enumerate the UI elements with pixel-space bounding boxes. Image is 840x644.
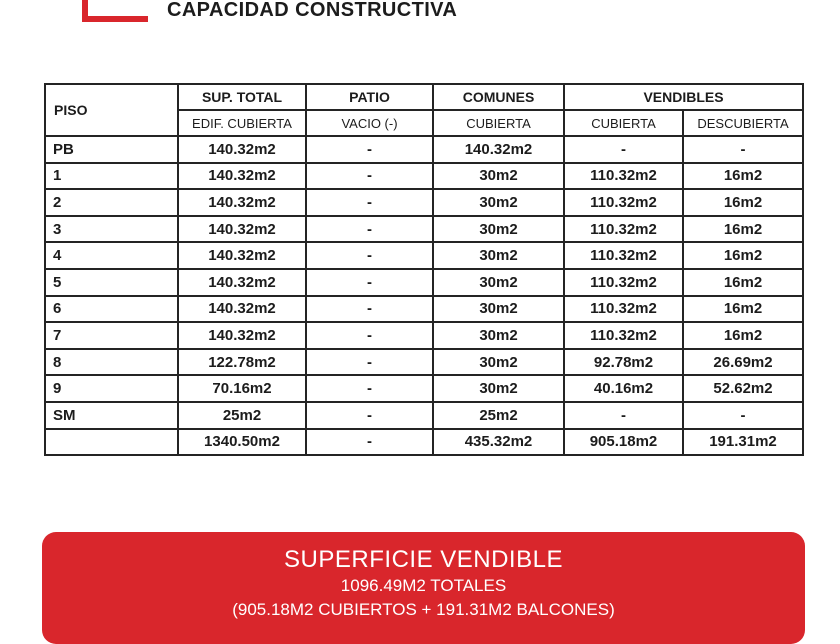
table-row xyxy=(45,269,803,296)
value-cell: 140.32m2 xyxy=(178,136,306,163)
summary-banner xyxy=(42,532,805,644)
value-cell: - xyxy=(306,242,433,269)
value-cell: - xyxy=(564,402,683,429)
col-header-patio: PATIO xyxy=(306,84,433,110)
table-row xyxy=(45,402,803,429)
value-cell: 70.16m2 xyxy=(178,375,306,402)
table-total-row xyxy=(45,429,803,456)
table-row xyxy=(45,296,803,323)
col-header-sup-total: SUP. TOTAL xyxy=(178,84,306,110)
piso-cell xyxy=(45,429,178,456)
value-cell: 140.32m2 xyxy=(178,322,306,349)
value-cell: 16m2 xyxy=(683,269,803,296)
value-cell: 110.32m2 xyxy=(564,189,683,216)
value-cell: - xyxy=(306,402,433,429)
value-cell: - xyxy=(306,189,433,216)
value-cell: - xyxy=(306,136,433,163)
banner-title: SUPERFICIE VENDIBLE xyxy=(284,546,563,573)
value-cell: 110.32m2 xyxy=(564,216,683,243)
piso-cell: 2 xyxy=(45,189,178,216)
subcol-header-vendibles-descubierta: DESCUBIERTA xyxy=(683,110,803,136)
value-cell: 140.32m2 xyxy=(178,242,306,269)
value-cell: 30m2 xyxy=(433,216,564,243)
value-cell: 16m2 xyxy=(683,242,803,269)
piso-cell: PB xyxy=(45,136,178,163)
table-row xyxy=(45,216,803,243)
table-body xyxy=(45,136,803,455)
value-cell: 1340.50m2 xyxy=(178,429,306,456)
value-cell: - xyxy=(683,136,803,163)
value-cell: 110.32m2 xyxy=(564,296,683,323)
value-cell: 30m2 xyxy=(433,242,564,269)
value-cell: 30m2 xyxy=(433,375,564,402)
banner-total: 1096.49M2 TOTALES xyxy=(340,576,507,595)
piso-cell: SM xyxy=(45,402,178,429)
value-cell: 140.32m2 xyxy=(433,136,564,163)
value-cell: 140.32m2 xyxy=(178,269,306,296)
value-cell: 92.78m2 xyxy=(564,349,683,376)
table-row xyxy=(45,375,803,402)
col-header-comunes: COMUNES xyxy=(433,84,564,110)
value-cell: 30m2 xyxy=(433,163,564,190)
value-cell: 40.16m2 xyxy=(564,375,683,402)
value-cell: - xyxy=(683,402,803,429)
value-cell: 16m2 xyxy=(683,322,803,349)
banner-breakdown: (905.18M2 CUBIERTOS + 191.31M2 BALCONES) xyxy=(232,600,615,619)
value-cell: - xyxy=(306,269,433,296)
col-header-piso: PISO xyxy=(45,84,178,136)
piso-cell: 3 xyxy=(45,216,178,243)
table-header xyxy=(45,84,803,136)
piso-cell: 5 xyxy=(45,269,178,296)
piso-cell: 7 xyxy=(45,322,178,349)
page-title: CAPACIDAD CONSTRUCTIVA xyxy=(167,0,458,21)
value-cell: - xyxy=(306,429,433,456)
value-cell: - xyxy=(306,322,433,349)
value-cell: 122.78m2 xyxy=(178,349,306,376)
value-cell: 905.18m2 xyxy=(564,429,683,456)
value-cell: 30m2 xyxy=(433,349,564,376)
value-cell: 30m2 xyxy=(433,189,564,216)
table-row xyxy=(45,242,803,269)
piso-cell: 6 xyxy=(45,296,178,323)
value-cell: - xyxy=(306,296,433,323)
table-row xyxy=(45,136,803,163)
value-cell: - xyxy=(306,163,433,190)
subcol-header-comunes-cubierta: CUBIERTA xyxy=(433,110,564,136)
value-cell: 30m2 xyxy=(433,322,564,349)
subcol-header-edif-cubierta: EDIF. CUBIERTA xyxy=(178,110,306,136)
value-cell: 30m2 xyxy=(433,269,564,296)
value-cell: 191.31m2 xyxy=(683,429,803,456)
value-cell: 140.32m2 xyxy=(178,216,306,243)
piso-cell: 9 xyxy=(45,375,178,402)
value-cell: 30m2 xyxy=(433,296,564,323)
value-cell: 110.32m2 xyxy=(564,242,683,269)
table-row xyxy=(45,189,803,216)
capacity-table xyxy=(44,83,804,456)
value-cell: 26.69m2 xyxy=(683,349,803,376)
value-cell: 140.32m2 xyxy=(178,189,306,216)
piso-cell: 4 xyxy=(45,242,178,269)
subcol-header-vacio: VACIO (-) xyxy=(306,110,433,136)
value-cell: 16m2 xyxy=(683,296,803,323)
value-cell: 16m2 xyxy=(683,163,803,190)
value-cell: - xyxy=(306,375,433,402)
piso-cell: 1 xyxy=(45,163,178,190)
value-cell: 435.32m2 xyxy=(433,429,564,456)
value-cell: - xyxy=(306,349,433,376)
value-cell: 25m2 xyxy=(433,402,564,429)
piso-cell: 8 xyxy=(45,349,178,376)
value-cell: 16m2 xyxy=(683,216,803,243)
value-cell: 110.32m2 xyxy=(564,322,683,349)
table-row xyxy=(45,163,803,190)
value-cell: 140.32m2 xyxy=(178,163,306,190)
value-cell: - xyxy=(306,216,433,243)
value-cell: 52.62m2 xyxy=(683,375,803,402)
value-cell: 110.32m2 xyxy=(564,163,683,190)
value-cell: 140.32m2 xyxy=(178,296,306,323)
subcol-header-vendibles-cubierta: CUBIERTA xyxy=(564,110,683,136)
table-row xyxy=(45,349,803,376)
value-cell: 25m2 xyxy=(178,402,306,429)
value-cell: 110.32m2 xyxy=(564,269,683,296)
table-row xyxy=(45,322,803,349)
col-header-vendibles: VENDIBLES xyxy=(564,84,803,110)
logo-corner-icon xyxy=(82,0,148,22)
value-cell: 16m2 xyxy=(683,189,803,216)
value-cell: - xyxy=(564,136,683,163)
